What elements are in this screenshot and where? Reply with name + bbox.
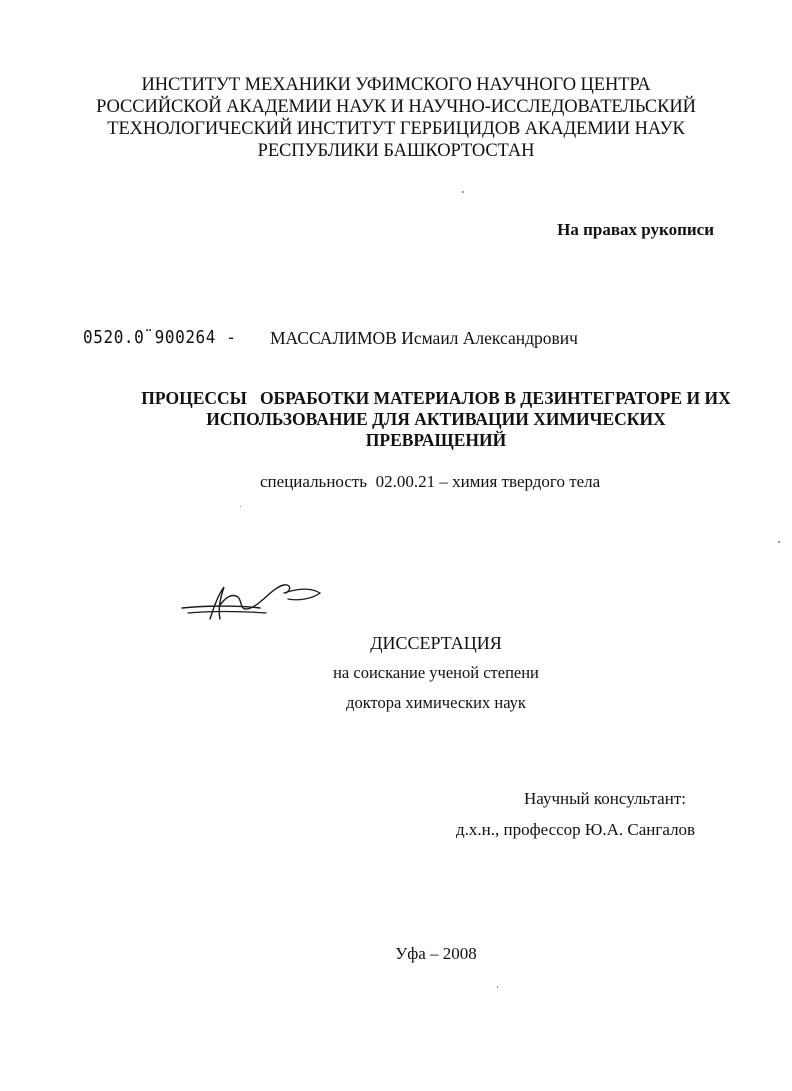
- institute-line: РОССИЙСКОЙ АКАДЕМИИ НАУК И НАУЧНО-ИССЛЕДОВАТЕЛЬСКИЙ: [96, 97, 696, 117]
- institute-header: [0, 74, 792, 162]
- scan-speck: [497, 986, 498, 988]
- catalog-number: 0520.0̈ 900264 -: [83, 326, 237, 348]
- scan-speck: [778, 541, 780, 543]
- consultant-name: д.х.н., профессор Ю.А. Сангалов: [456, 820, 696, 839]
- scan-speck: [462, 191, 464, 193]
- consultant-label: Научный консультант:: [524, 789, 686, 808]
- institute-line: ИНСТИТУТ МЕХАНИКИ УФИМСКОГО НАУЧНОГО ЦЕНТРА: [141, 75, 651, 95]
- degree-line: доктора химических наук: [346, 693, 526, 712]
- rights-note: На правах рукописи: [557, 220, 714, 239]
- signature-image: [180, 575, 330, 625]
- degree-line: на соискание ученой степени: [333, 663, 539, 682]
- specialty: специальность 02.00.21 – химия твердого тела: [260, 472, 601, 491]
- city-year: Уфа – 2008: [395, 944, 477, 963]
- document-type: ДИССЕРТАЦИЯ: [370, 633, 502, 653]
- thesis-title-line: ПРЕВРАЩЕНИЙ: [365, 430, 507, 450]
- institute-line: ТЕХНОЛОГИЧЕСКИЙ ИНСТИТУТ ГЕРБИЦИДОВ АКАДЕМИИ НАУК: [107, 119, 685, 139]
- institute-line: РЕСПУБЛИКИ БАШКОРТОСТАН: [257, 141, 535, 161]
- scan-speck: [240, 506, 241, 507]
- thesis-title: [110, 388, 762, 451]
- thesis-title-line: ИСПОЛЬЗОВАНИЕ ДЛЯ АКТИВАЦИИ ХИМИЧЕСКИХ: [206, 409, 666, 429]
- thesis-title-line: ПРОЦЕССЫ ОБРАБОТКИ МАТЕРИАЛОВ В ДЕЗИНТЕГРАТОРЕ И ИХ: [141, 388, 731, 408]
- author-name: МАССАЛИМОВ Исмаил Александрович: [270, 328, 578, 348]
